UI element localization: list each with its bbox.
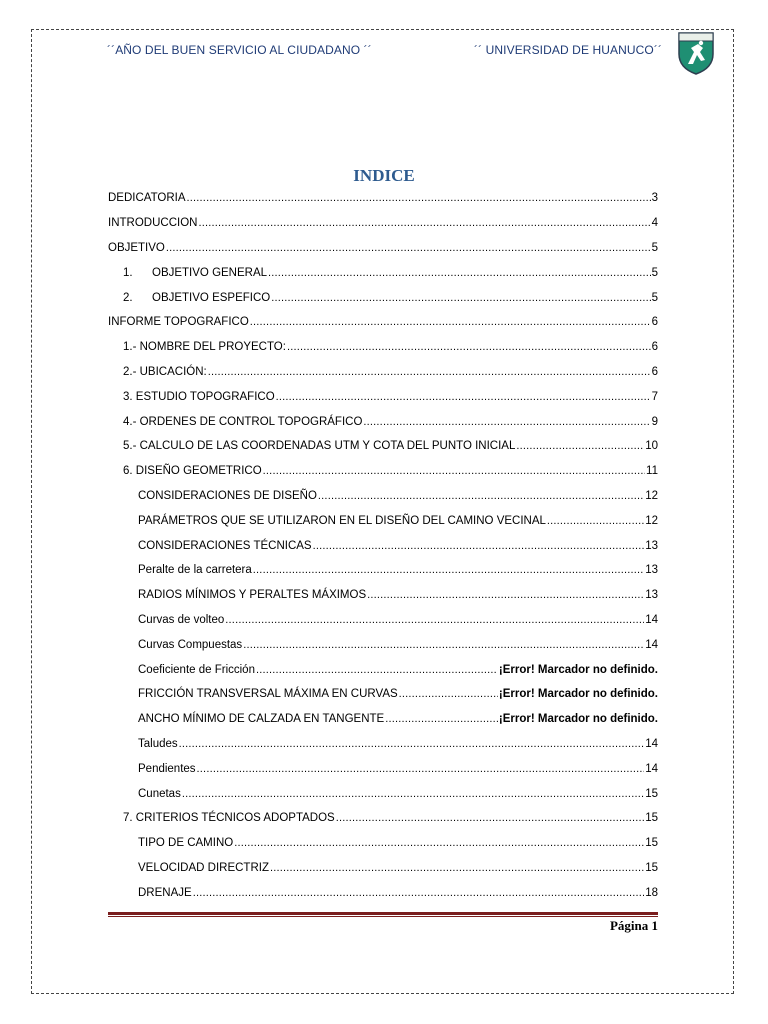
- toc-entry-text: 2.- UBICACIÓN:: [123, 365, 207, 378]
- header-right-text: ´´ UNIVERSIDAD DE HUANUCO´´: [474, 43, 663, 57]
- toc-entry-text: RADIOS MÍNIMOS Y PERALTES MÁXIMOS: [138, 589, 367, 602]
- toc-entry-page: 13: [645, 539, 658, 552]
- toc-entry-label: [138, 589, 366, 601]
- toc-entry-page: 15: [645, 787, 658, 800]
- toc-entry[interactable]: [108, 657, 658, 682]
- toc-entry-page: 5: [651, 266, 658, 279]
- toc-entry[interactable]: [108, 260, 658, 285]
- toc-dot-leader: [268, 267, 651, 279]
- toc-dot-leader: [198, 217, 650, 229]
- toc-entry-text: Peralte de la carretera: [138, 564, 252, 577]
- toc-entry-label: [108, 217, 197, 229]
- toc-entry-text: PARÁMETROS QUE SE UTILIZARON EN EL DISEÑO DEL CAMINO VECINAL: [138, 514, 546, 527]
- toc-title: INDICE: [353, 166, 415, 185]
- toc-dot-leader: [187, 192, 651, 204]
- toc-entry-page: 11: [646, 465, 658, 478]
- toc-entry-label: [138, 887, 192, 899]
- toc-entry[interactable]: [108, 856, 658, 881]
- toc-entry-text: VELOCIDAD DIRECTRIZ: [138, 861, 269, 874]
- toc-dot-leader: [367, 589, 644, 601]
- toc-entry-page: 15: [645, 837, 658, 850]
- toc-dot-leader: [263, 465, 645, 477]
- toc-entry[interactable]: [108, 707, 658, 732]
- toc-entry[interactable]: [108, 236, 658, 261]
- toc-entry[interactable]: [108, 409, 658, 434]
- toc-entry-page: 7: [651, 390, 658, 403]
- toc-entry-label: [138, 837, 233, 849]
- toc-entry-label: [108, 316, 249, 328]
- toc-entry-label: [138, 540, 312, 552]
- toc-entry-page: 15: [645, 861, 658, 874]
- toc-entry-page: 13: [645, 589, 658, 602]
- toc-dot-leader: [271, 292, 650, 304]
- toc-entry[interactable]: [108, 459, 658, 484]
- footer-divider-thin: [108, 916, 658, 917]
- toc-dot-leader: [516, 440, 644, 452]
- toc-entry[interactable]: [108, 211, 658, 236]
- toc-entry-text: CONSIDERACIONES TÉCNICAS: [138, 539, 312, 552]
- toc-entry-text: CONSIDERACIONES DE DISEÑO: [138, 489, 317, 502]
- toc-entry-page: 14: [645, 737, 658, 750]
- toc-entry-label: [138, 763, 196, 775]
- toc-entry-label: [123, 292, 270, 304]
- toc-entry-label: [138, 639, 242, 651]
- toc-entry[interactable]: [108, 360, 658, 385]
- toc-entry-page: 10: [645, 440, 658, 453]
- toc-entry-label: [123, 267, 267, 279]
- toc-dot-leader: [225, 614, 644, 626]
- toc-entry-error: ¡Error! Marcador no definido.: [498, 688, 658, 701]
- toc-entry-text: DRENAJE: [138, 886, 192, 899]
- toc-dot-leader: [197, 763, 645, 775]
- toc-entry-page: 18: [645, 886, 658, 899]
- toc-entry-text: Pendientes: [138, 762, 196, 775]
- toc-entry-page: 5: [651, 291, 658, 304]
- toc-entry[interactable]: [108, 682, 658, 707]
- toc-entry[interactable]: [108, 608, 658, 633]
- toc-dot-leader: [385, 713, 498, 725]
- toc-entry-label: [138, 490, 317, 502]
- toc-dot-leader: [399, 688, 498, 700]
- toc-entry-label: [123, 416, 362, 428]
- toc-entry-label: [108, 242, 165, 254]
- toc-dot-leader: [287, 341, 651, 353]
- toc-entry[interactable]: [108, 533, 658, 558]
- toc-entry-label: [123, 341, 286, 353]
- toc-entry-text: Cunetas: [138, 787, 181, 800]
- toc-entry-label: [123, 391, 275, 403]
- toc-entry-page: 5: [651, 241, 658, 254]
- toc-entry[interactable]: [108, 732, 658, 757]
- footer-divider: [108, 912, 658, 915]
- toc-entry-error: ¡Error! Marcador no definido.: [498, 713, 658, 726]
- toc-entry-text: 5.- CALCULO DE LAS COORDENADAS UTM Y COTA DEL PUNTO INICIAL: [123, 440, 516, 453]
- toc-entry-number: 1.: [123, 266, 133, 279]
- toc-entry-label: [138, 688, 398, 700]
- toc-entry[interactable]: [108, 806, 658, 831]
- toc-entry-label: [123, 812, 335, 824]
- toc-entry[interactable]: [108, 880, 658, 905]
- toc-entry-label: [123, 465, 262, 477]
- toc-dot-leader: [243, 639, 644, 651]
- toc-entry-text: Curvas Compuestas: [138, 638, 243, 651]
- toc-dot-leader: [253, 564, 644, 576]
- toc-entry-text: 1.- NOMBRE DEL PROYECTO:: [123, 341, 286, 354]
- header-left-text: ´´AÑO DEL BUEN SERVICIO AL CIUDADANO ´´: [107, 43, 372, 57]
- toc-entry[interactable]: [108, 831, 658, 856]
- toc-entry-label: [138, 713, 384, 725]
- toc-entry-text: FRICCIÓN TRANSVERSAL MÁXIMA EN CURVAS: [138, 688, 398, 701]
- toc-entry-text: OBJETIVO ESPEFICO: [152, 291, 271, 304]
- toc-dot-leader: [318, 490, 644, 502]
- toc-dot-leader: [363, 416, 650, 428]
- toc-entry[interactable]: [108, 756, 658, 781]
- toc-entry-page: 9: [651, 415, 658, 428]
- toc-dot-leader: [313, 540, 645, 552]
- toc-entry-text: OBJETIVO: [108, 241, 165, 254]
- toc-entry-text: Coeficiente de Fricción: [138, 663, 255, 676]
- toc-entry-text: Taludes: [138, 737, 178, 750]
- toc-entry-page: 15: [645, 812, 658, 825]
- toc-entry-text: 7. CRITERIOS TÉCNICOS ADOPTADOS: [123, 812, 335, 825]
- toc-entry-label: [138, 738, 178, 750]
- toc-entry-text: DEDICATORIA: [108, 192, 186, 205]
- toc-dot-leader: [250, 316, 651, 328]
- toc-entry[interactable]: [108, 186, 658, 211]
- toc-entry-text: 3. ESTUDIO TOPOGRAFICO: [123, 390, 275, 403]
- toc-entry[interactable]: [108, 310, 658, 335]
- toc-entry-page: 12: [645, 489, 658, 502]
- toc-entry-error: ¡Error! Marcador no definido.: [498, 663, 658, 676]
- toc-entry-page: 6: [651, 341, 658, 354]
- toc-entry-page: 6: [651, 316, 658, 329]
- toc-entry[interactable]: [108, 632, 658, 657]
- toc-entry-text: OBJETIVO GENERAL: [152, 266, 268, 279]
- toc-dot-leader: [193, 887, 645, 899]
- toc-entry-page: 3: [651, 192, 658, 205]
- toc-entry-label: [138, 614, 224, 626]
- toc-entry-text: ANCHO MÍNIMO DE CALZADA EN TANGENTE: [138, 713, 385, 726]
- toc-entry-label: [138, 862, 269, 874]
- toc-entry[interactable]: [108, 335, 658, 360]
- toc-dot-leader: [270, 862, 644, 874]
- toc-entry-label: [138, 788, 181, 800]
- page-number: Página 1: [609, 918, 658, 933]
- toc-entry[interactable]: [108, 384, 658, 409]
- toc-entry-number: 2.: [123, 291, 133, 304]
- toc-entry-label: [123, 440, 515, 452]
- toc-entry-label: [138, 515, 546, 527]
- toc-dot-leader: [166, 242, 651, 254]
- toc-entry-label: [138, 664, 255, 676]
- toc-entry-page: 12: [645, 514, 658, 527]
- toc-entry-label: [138, 564, 252, 576]
- toc-entry-text: TIPO DE CAMINO: [138, 837, 234, 850]
- toc-dot-leader: [256, 664, 498, 676]
- toc-entry[interactable]: [108, 583, 658, 608]
- toc-dot-leader: [234, 837, 644, 849]
- toc-entry-label: [123, 366, 207, 378]
- toc-entry[interactable]: [108, 508, 658, 533]
- toc-entry-text: 4.- ORDENES DE CONTROL TOPOGRÁFICO: [123, 415, 363, 428]
- toc-entry-page: 14: [645, 638, 658, 651]
- toc-entry[interactable]: [108, 285, 658, 310]
- toc-dot-leader: [547, 515, 644, 527]
- toc-entry-page: 14: [645, 762, 658, 775]
- toc-entry-page: 14: [645, 613, 658, 626]
- toc-dot-leader: [179, 738, 645, 750]
- toc-entry-page: 4: [651, 217, 658, 230]
- toc-dot-leader: [276, 391, 651, 403]
- toc-entry-page: 6: [651, 365, 658, 378]
- toc-entry-text: Curvas de volteo: [138, 613, 225, 626]
- table-of-contents: [108, 186, 658, 905]
- toc-entry-text: INTRODUCCION: [108, 217, 198, 230]
- toc-dot-leader: [208, 366, 651, 378]
- toc-entry-text: 6. DISEÑO GEOMETRICO: [123, 465, 262, 478]
- university-logo-icon: [676, 30, 716, 76]
- toc-entry[interactable]: [108, 434, 658, 459]
- toc-entry-label: [108, 192, 186, 204]
- toc-entry-text: INFORME TOPOGRAFICO: [108, 316, 249, 329]
- toc-entry[interactable]: [108, 484, 658, 509]
- toc-entry[interactable]: [108, 558, 658, 583]
- toc-entry-page: 13: [645, 564, 658, 577]
- toc-dot-leader: [182, 788, 644, 800]
- toc-dot-leader: [336, 812, 644, 824]
- toc-entry[interactable]: [108, 781, 658, 806]
